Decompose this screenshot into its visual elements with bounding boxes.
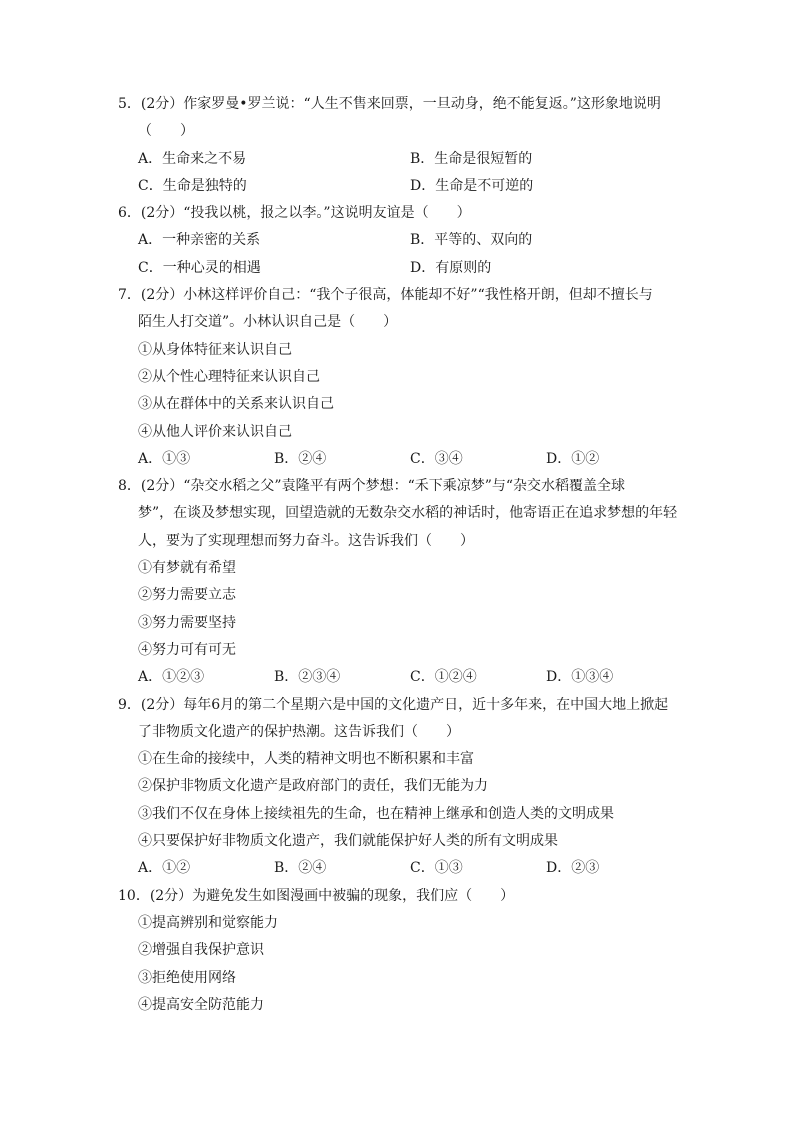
question-stem-cont: 梦”，在谈及梦想实现，回望造就的无数杂交水稻的神话时，他寄语正在追求梦想的年轻 bbox=[138, 505, 678, 522]
list-item: ③我们不仅在身体上接续祖先的生命，也在精神上继承和创造人类的文明成果 bbox=[138, 805, 614, 822]
list-item: ④努力可有可无 bbox=[138, 641, 236, 658]
option-b[interactable]: B．②④ bbox=[274, 860, 327, 877]
option-c[interactable]: C．①②④ bbox=[410, 669, 477, 686]
question-stem: 10．(2分）为避免发生如图漫画中被骗的现象，我们应（ ） bbox=[118, 887, 515, 904]
question-stem-cont: 人，要为了实现理想而努力奋斗。这告诉我们（ ） bbox=[138, 532, 474, 549]
question-stem-cont: 了非物质文化遗产的保护热潮。这告诉我们（ ） bbox=[138, 723, 460, 740]
option-a[interactable]: A．一种亲密的关系 bbox=[138, 232, 261, 249]
answer-bracket: （ ） bbox=[138, 123, 194, 140]
list-item: ③拒绝使用网络 bbox=[138, 969, 236, 986]
option-b[interactable]: B．②④ bbox=[274, 450, 327, 467]
question-stem: 5．(2分）作家罗曼•罗兰说：“人生不售来回票，一旦动身，绝不能复返。”这形象地说明 bbox=[118, 96, 661, 112]
options-row bbox=[118, 146, 688, 173]
question-stem: 9．(2分）每年6月的第二个星期六是中国的文化遗产日，近十多年来，在中国大地上掀起 bbox=[118, 696, 669, 713]
option-b[interactable]: B．生命是很短暂的 bbox=[410, 150, 533, 167]
option-d[interactable]: D．①③④ bbox=[546, 669, 614, 686]
option-c[interactable]: C．③④ bbox=[410, 450, 463, 467]
option-d[interactable]: D．生命是不可逆的 bbox=[410, 177, 534, 194]
list-item: ①在生命的接续中，人类的精神文明也不断积累和丰富 bbox=[138, 751, 474, 768]
options-row bbox=[118, 446, 688, 473]
options-row bbox=[118, 664, 688, 691]
question-list bbox=[118, 91, 688, 1019]
option-c[interactable]: C．①③ bbox=[410, 860, 463, 877]
question-7 bbox=[118, 282, 688, 473]
list-item: ②保护非物质文化遗产是政府部门的责任，我们无能为力 bbox=[138, 778, 488, 795]
option-a[interactable]: A．①② bbox=[138, 860, 191, 877]
question-9 bbox=[118, 692, 688, 883]
list-item: ①提高辨别和觉察能力 bbox=[138, 914, 278, 931]
question-10 bbox=[118, 883, 688, 1019]
list-item: ④从他人评价来认识自己 bbox=[138, 423, 292, 440]
option-c[interactable]: C．一种心灵的相遇 bbox=[138, 259, 261, 276]
list-item: ②增强自我保护意识 bbox=[138, 942, 264, 959]
list-item: ④只要保护好非物质文化遗产，我们就能保护好人类的所有文明成果 bbox=[138, 833, 558, 850]
options-row bbox=[118, 855, 688, 882]
option-b[interactable]: B．②③④ bbox=[274, 669, 341, 686]
option-b[interactable]: B．平等的、双向的 bbox=[410, 232, 533, 249]
option-a[interactable]: A．生命来之不易 bbox=[138, 150, 247, 167]
question-5 bbox=[118, 91, 688, 200]
option-d[interactable]: D．有原则的 bbox=[410, 259, 492, 276]
options-row bbox=[118, 173, 688, 200]
option-d[interactable]: D．②③ bbox=[546, 860, 600, 877]
list-item: ②努力需要立志 bbox=[138, 587, 236, 604]
list-item: ③从在群体中的关系来认识自己 bbox=[138, 396, 334, 413]
question-6 bbox=[118, 200, 688, 282]
option-c[interactable]: C．生命是独特的 bbox=[138, 177, 247, 194]
list-item: ①从身体特征来认识自己 bbox=[138, 341, 292, 358]
list-item: ④提高安全防范能力 bbox=[138, 996, 264, 1013]
option-d[interactable]: D．①② bbox=[546, 450, 600, 467]
option-a[interactable]: A．①②③ bbox=[138, 669, 205, 686]
option-a[interactable]: A．①③ bbox=[138, 450, 191, 467]
question-stem-cont: 陌生人打交道”。小林认识自己是（ ） bbox=[138, 314, 398, 331]
question-8 bbox=[118, 473, 688, 691]
question-stem: 8．(2分）“杂交水稻之父”袁隆平有两个梦想：“禾下乘凉梦”与“杂交水稻覆盖全球 bbox=[118, 478, 626, 495]
options-row bbox=[118, 255, 688, 282]
question-stem: 7．(2分）小林这样评价自己：“我个子很高，体能却不好”“我性格开朗，但却不擅长与 bbox=[118, 287, 653, 304]
question-stem: 6．(2分）“投我以桃，报之以李。”这说明友谊是（ ） bbox=[118, 205, 471, 222]
list-item: ①有梦就有希望 bbox=[138, 560, 236, 577]
list-item: ②从个性心理特征来认识自己 bbox=[138, 368, 320, 385]
options-row bbox=[118, 227, 688, 254]
list-item: ③努力需要坚持 bbox=[138, 614, 236, 631]
